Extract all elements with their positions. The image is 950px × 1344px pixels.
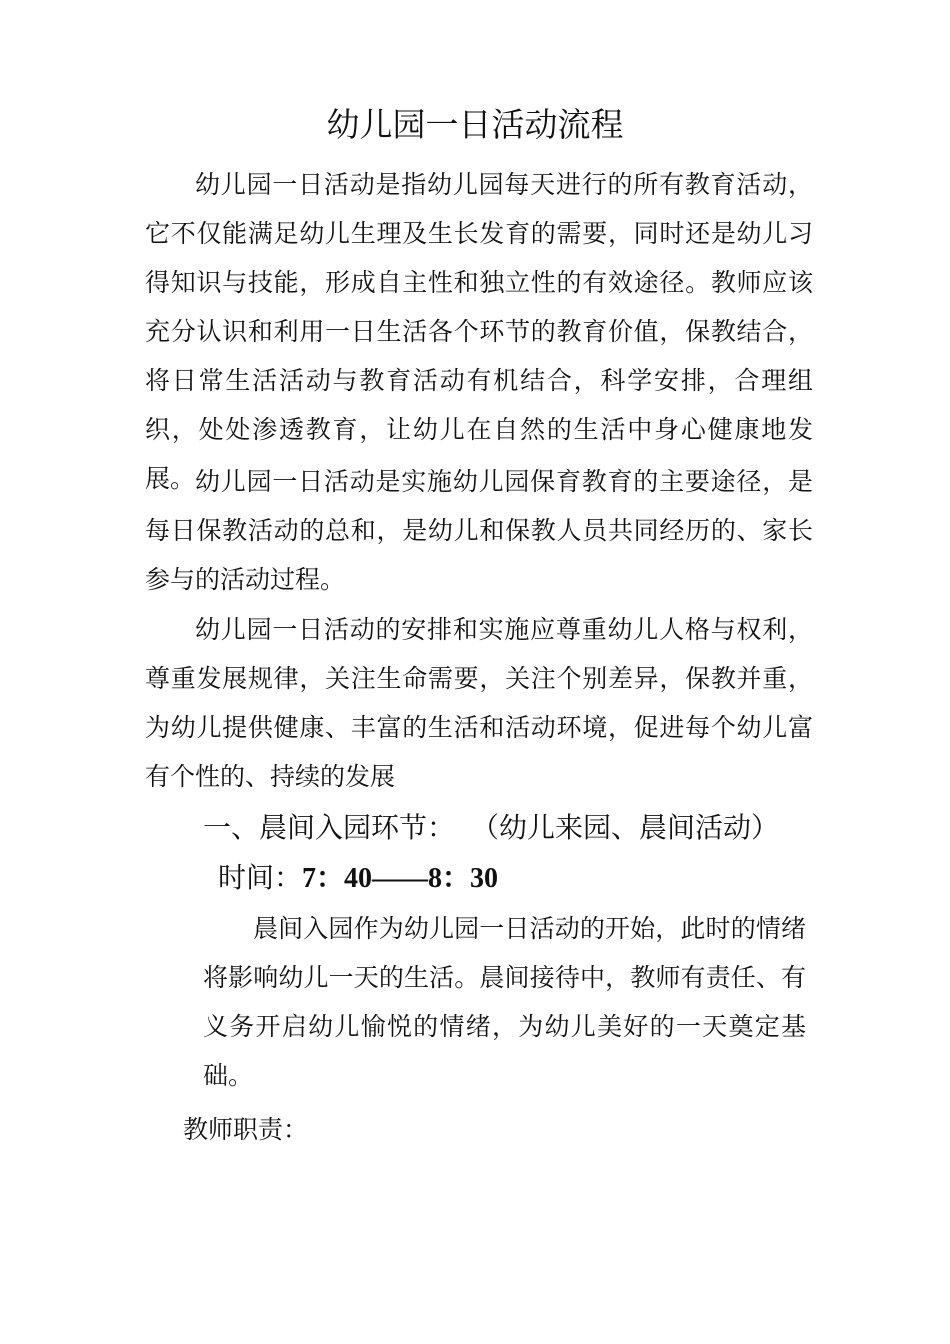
section-paragraph: 晨间入园作为幼儿园一日活动的开始，此时的情绪将影响幼儿一天的生活。晨间接待中，教师有责任、有义务开启幼儿愉悦的情绪，为幼儿美好的一天奠定基础。 bbox=[203, 914, 806, 1090]
time-label: 时间： bbox=[218, 861, 303, 894]
teacher-duties-label: 教师职责： bbox=[183, 1115, 309, 1144]
intro-paragraph-2: 幼儿园一日活动是实施幼儿园保育教育的主要途径，是每日保教活动的总和，是幼儿和保教人员共同经历的、家长参与的活动过程。 bbox=[145, 467, 813, 594]
intro-paragraph-3: 幼儿园一日活动的安排和实施应尊重幼儿人格与权利，尊重发展规律，关注生命需要，关注个别差异，保教并重，为幼儿提供健康、丰富的生活和活动环境，促进每个幼儿富有个性的、持续的发展 bbox=[145, 615, 813, 791]
section-time bbox=[218, 856, 498, 901]
section-subheading: （幼儿来园、晨间活动） bbox=[485, 811, 780, 844]
section-heading bbox=[203, 806, 779, 850]
intro-paragraph-1: 幼儿园一日活动是指幼儿园每天进行的所有教育活动，它不仅能满足幼儿生理及生长发育的需要，同时还是幼儿习得知识与技能，形成自主性和独立性的有效途径。教师应该充分认识和利用一日生活各个环节的教育价值，保教结合，将日常生活活动与教育活动有机结合，科学安排，合理组织，处处渗透教育，让幼儿在自然的生活中身心健康地发展。 bbox=[145, 170, 813, 493]
time-value: 7：40——8：30 bbox=[302, 863, 499, 894]
document-title: 幼儿园一日活动流程 bbox=[326, 105, 624, 144]
section-heading-text: 一、晨间入园环节： bbox=[203, 811, 456, 844]
